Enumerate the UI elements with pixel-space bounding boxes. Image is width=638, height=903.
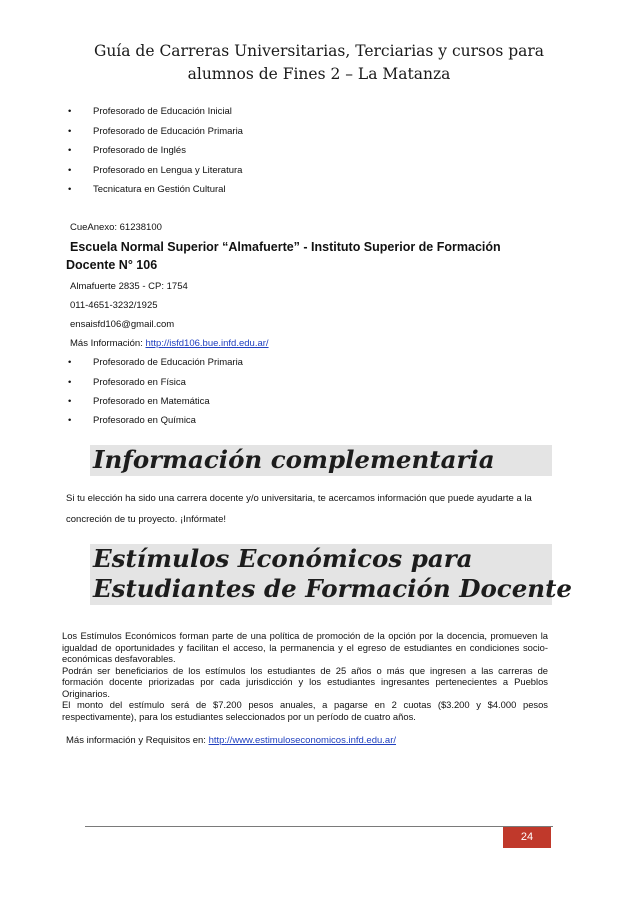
- list-item-label: Profesorado en Lengua y Literatura: [93, 165, 243, 176]
- list-item-label: Profesorado de Educación Inicial: [93, 106, 232, 117]
- list-item-label: Profesorado de Educación Primaria: [93, 126, 243, 137]
- bullet: •: [68, 357, 72, 368]
- bullet: •: [68, 377, 72, 388]
- school-info-link[interactable]: http://isfd106.bue.infd.edu.ar/: [145, 338, 269, 349]
- stimulus-more-link[interactable]: http://www.estimuloseconomicos.infd.edu.ar/: [208, 735, 397, 746]
- bullet: •: [68, 145, 72, 156]
- complementary-banner: [90, 445, 552, 476]
- complementary-text-line-1: Si tu elección ha sido una carrera docente y/o universitaria, te acercamos información que puede ayudarte a la: [66, 493, 532, 504]
- footer-divider: [85, 826, 553, 827]
- header-line-2: alumnos de Fines 2 – La Matanza: [187, 65, 451, 83]
- list-item-label: Profesorado de Educación Primaria: [93, 357, 243, 368]
- header-line-1: Guía de Carreras Universitarias, Terciarias y cursos para: [93, 42, 545, 60]
- stimulus-paragraph-3: El monto del estímulo será de $7.200 pesos anuales, a pagarse en 2 cuotas ($3.200 y $4.000 pesos respectivamente), para los estudiantes seleccionados por un período de cuatro años.: [62, 699, 548, 722]
- stimulus-heading-line-1: Estímulos Económicos para: [93, 544, 473, 573]
- school-info: [70, 338, 269, 349]
- stimulus-more-info: [66, 735, 396, 746]
- complementary-text-line-2: concreción de tu proyecto. ¡Infórmate!: [66, 514, 226, 525]
- bullet: •: [68, 165, 72, 176]
- bullet: •: [68, 184, 72, 195]
- bullet: •: [68, 126, 72, 137]
- bullet: •: [68, 106, 72, 117]
- stimulus-more-label: Más información y Requisitos en:: [66, 735, 209, 746]
- cue-anexo: CueAnexo: 61238100: [70, 222, 162, 233]
- bullet: •: [68, 415, 72, 426]
- list-item-label: Profesorado de Inglés: [93, 145, 186, 156]
- school-email: ensaisfd106@gmail.com: [70, 319, 175, 330]
- stimulus-banner: [90, 544, 573, 605]
- complementary-heading: Información complementaria: [93, 445, 495, 474]
- page-header: [60, 40, 578, 86]
- page-number-badge: 24: [503, 827, 551, 848]
- stimulus-heading-line-2: Estudiantes de Formación Docente: [93, 574, 573, 603]
- list-item-label: Tecnicatura en Gestión Cultural: [93, 184, 226, 195]
- bullet: •: [68, 396, 72, 407]
- list-item-label: Profesorado en Química: [93, 415, 196, 426]
- list-item-label: Profesorado en Física: [93, 377, 186, 388]
- school-name-line-1: Escuela Normal Superior “Almafuerte” - Instituto Superior de Formación: [70, 240, 501, 254]
- stimulus-paragraph-2: Podrán ser beneficiarios de los estímulos los estudiantes de 25 años o más que ingresen a las carreras de formación docente priorizadas por cada jurisdicción y los estudiantes ingresantes pertenecientes a Pueblos Originarios.: [62, 664, 548, 699]
- school-name-line-2: Docente N° 106: [66, 258, 158, 272]
- stimulus-paragraph-1: Los Estímulos Económicos forman parte de una política de promoción de la opción por la docencia, promueven la igualdad de oportunidades y facilitan el acceso, la permanencia y el egreso de estudiantes en condiciones socio-económicas desfavorables.: [62, 630, 548, 664]
- school-address: Almafuerte 2835 - CP: 1754: [70, 281, 188, 292]
- stimulus-body: [62, 630, 548, 722]
- school-phone: 011-4651-3232/1925: [70, 300, 158, 311]
- school-info-label: Más Información:: [70, 338, 146, 349]
- list-item-label: Profesorado en Matemática: [93, 396, 210, 407]
